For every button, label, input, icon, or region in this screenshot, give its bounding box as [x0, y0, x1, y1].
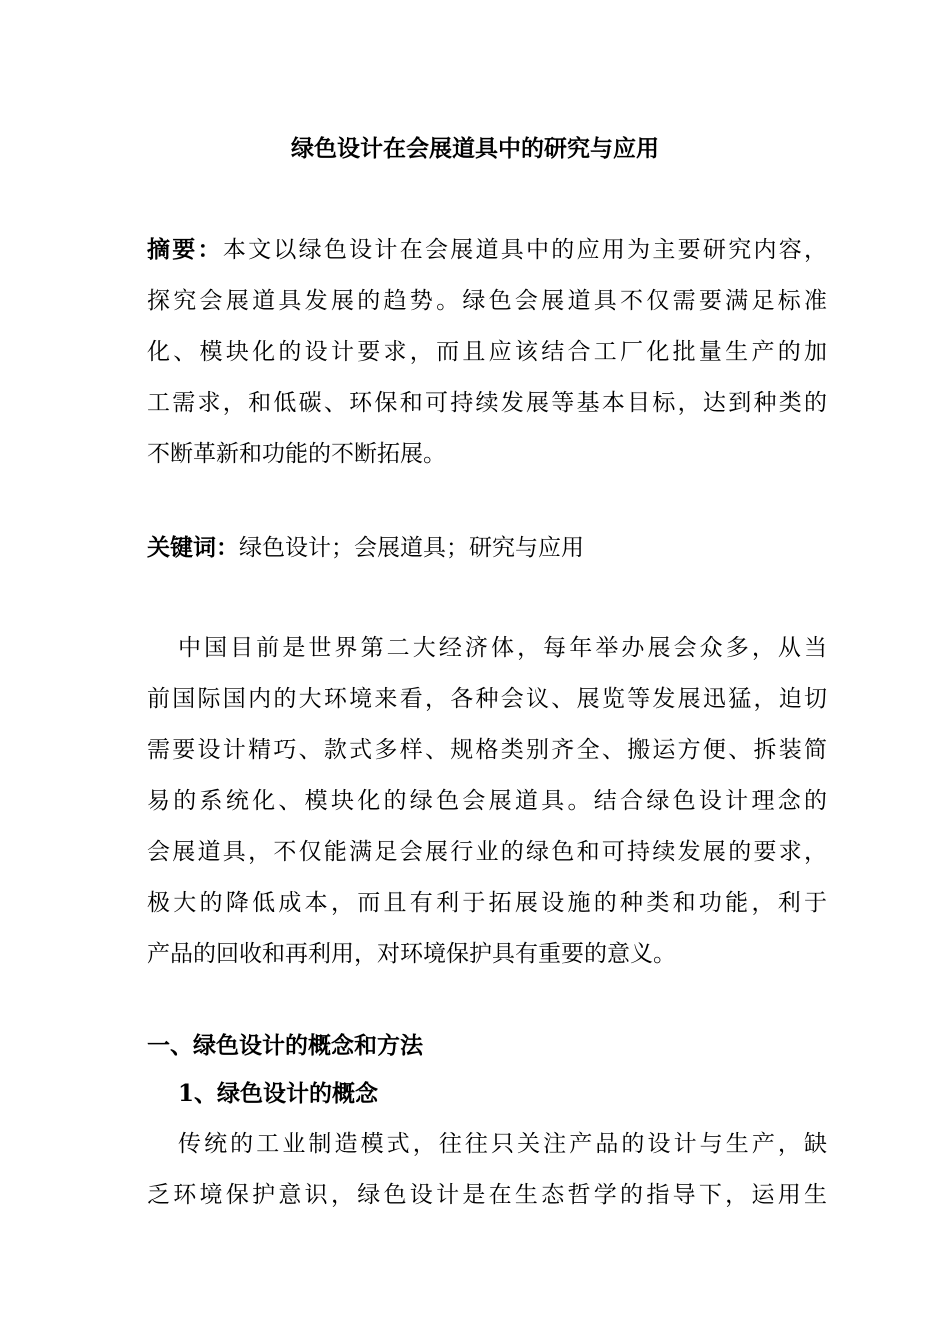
keywords-paragraph — [147, 523, 827, 574]
intro-line: 产品的回收和再利用，对环境保护具有重要的意义。 — [147, 941, 676, 967]
abstract-line: 探究会展道具发展的趋势。绿色会展道具不仅需要满足标准 — [147, 288, 827, 314]
section-heading: 一、绿色设计的概念和方法 — [147, 1033, 423, 1059]
intro-line: 易的系统化、模块化的绿色会展道具。结合绿色设计理念的 — [147, 788, 827, 814]
section-subheading: 1、绿色设计的概念 — [178, 1080, 379, 1107]
abstract-line: 工需求，和低碳、环保和可持续发展等基本目标，达到种类的 — [147, 390, 827, 416]
intro-line: 需要设计精巧、款式多样、规格类别齐全、搬运方便、拆装简 — [147, 737, 827, 763]
intro-line: 会展道具，不仅能满足会展行业的绿色和可持续发展的要求， — [147, 839, 827, 865]
abstract-line: 不断革新和功能的不断拓展。 — [147, 441, 446, 467]
intro-paragraph — [147, 623, 827, 980]
keywords-label: 关键词： — [147, 535, 239, 561]
abstract-paragraph — [147, 225, 827, 480]
keywords-text: 绿色设计；会展道具；研究与应用 — [239, 535, 584, 561]
keywords-line — [147, 523, 827, 574]
abstract-text: 本文以绿色设计在会展道具中的应用为主要研究内容， — [222, 237, 828, 263]
section-line: 乏环境保护意识，绿色设计是在生态哲学的指导下，运用生 — [147, 1182, 827, 1208]
section-line: 传统的工业制造模式，往往只关注产品的设计与生产，缺 — [178, 1131, 827, 1157]
abstract-line — [147, 225, 827, 276]
intro-line: 中国目前是世界第二大经济体，每年举办展会众多，从当 — [178, 635, 827, 661]
abstract-line: 化、模块化的设计要求，而且应该结合工厂化批量生产的加 — [147, 339, 827, 365]
intro-line: 极大的降低成本，而且有利于拓展设施的种类和功能，利于 — [147, 890, 827, 916]
abstract-label: 摘要： — [147, 237, 223, 263]
intro-line: 前国际国内的大环境来看，各种会议、展览等发展迅猛，迫切 — [147, 686, 827, 712]
document-title: 绿色设计在会展道具中的研究与应用 — [291, 136, 659, 162]
section-paragraph — [147, 1119, 827, 1221]
